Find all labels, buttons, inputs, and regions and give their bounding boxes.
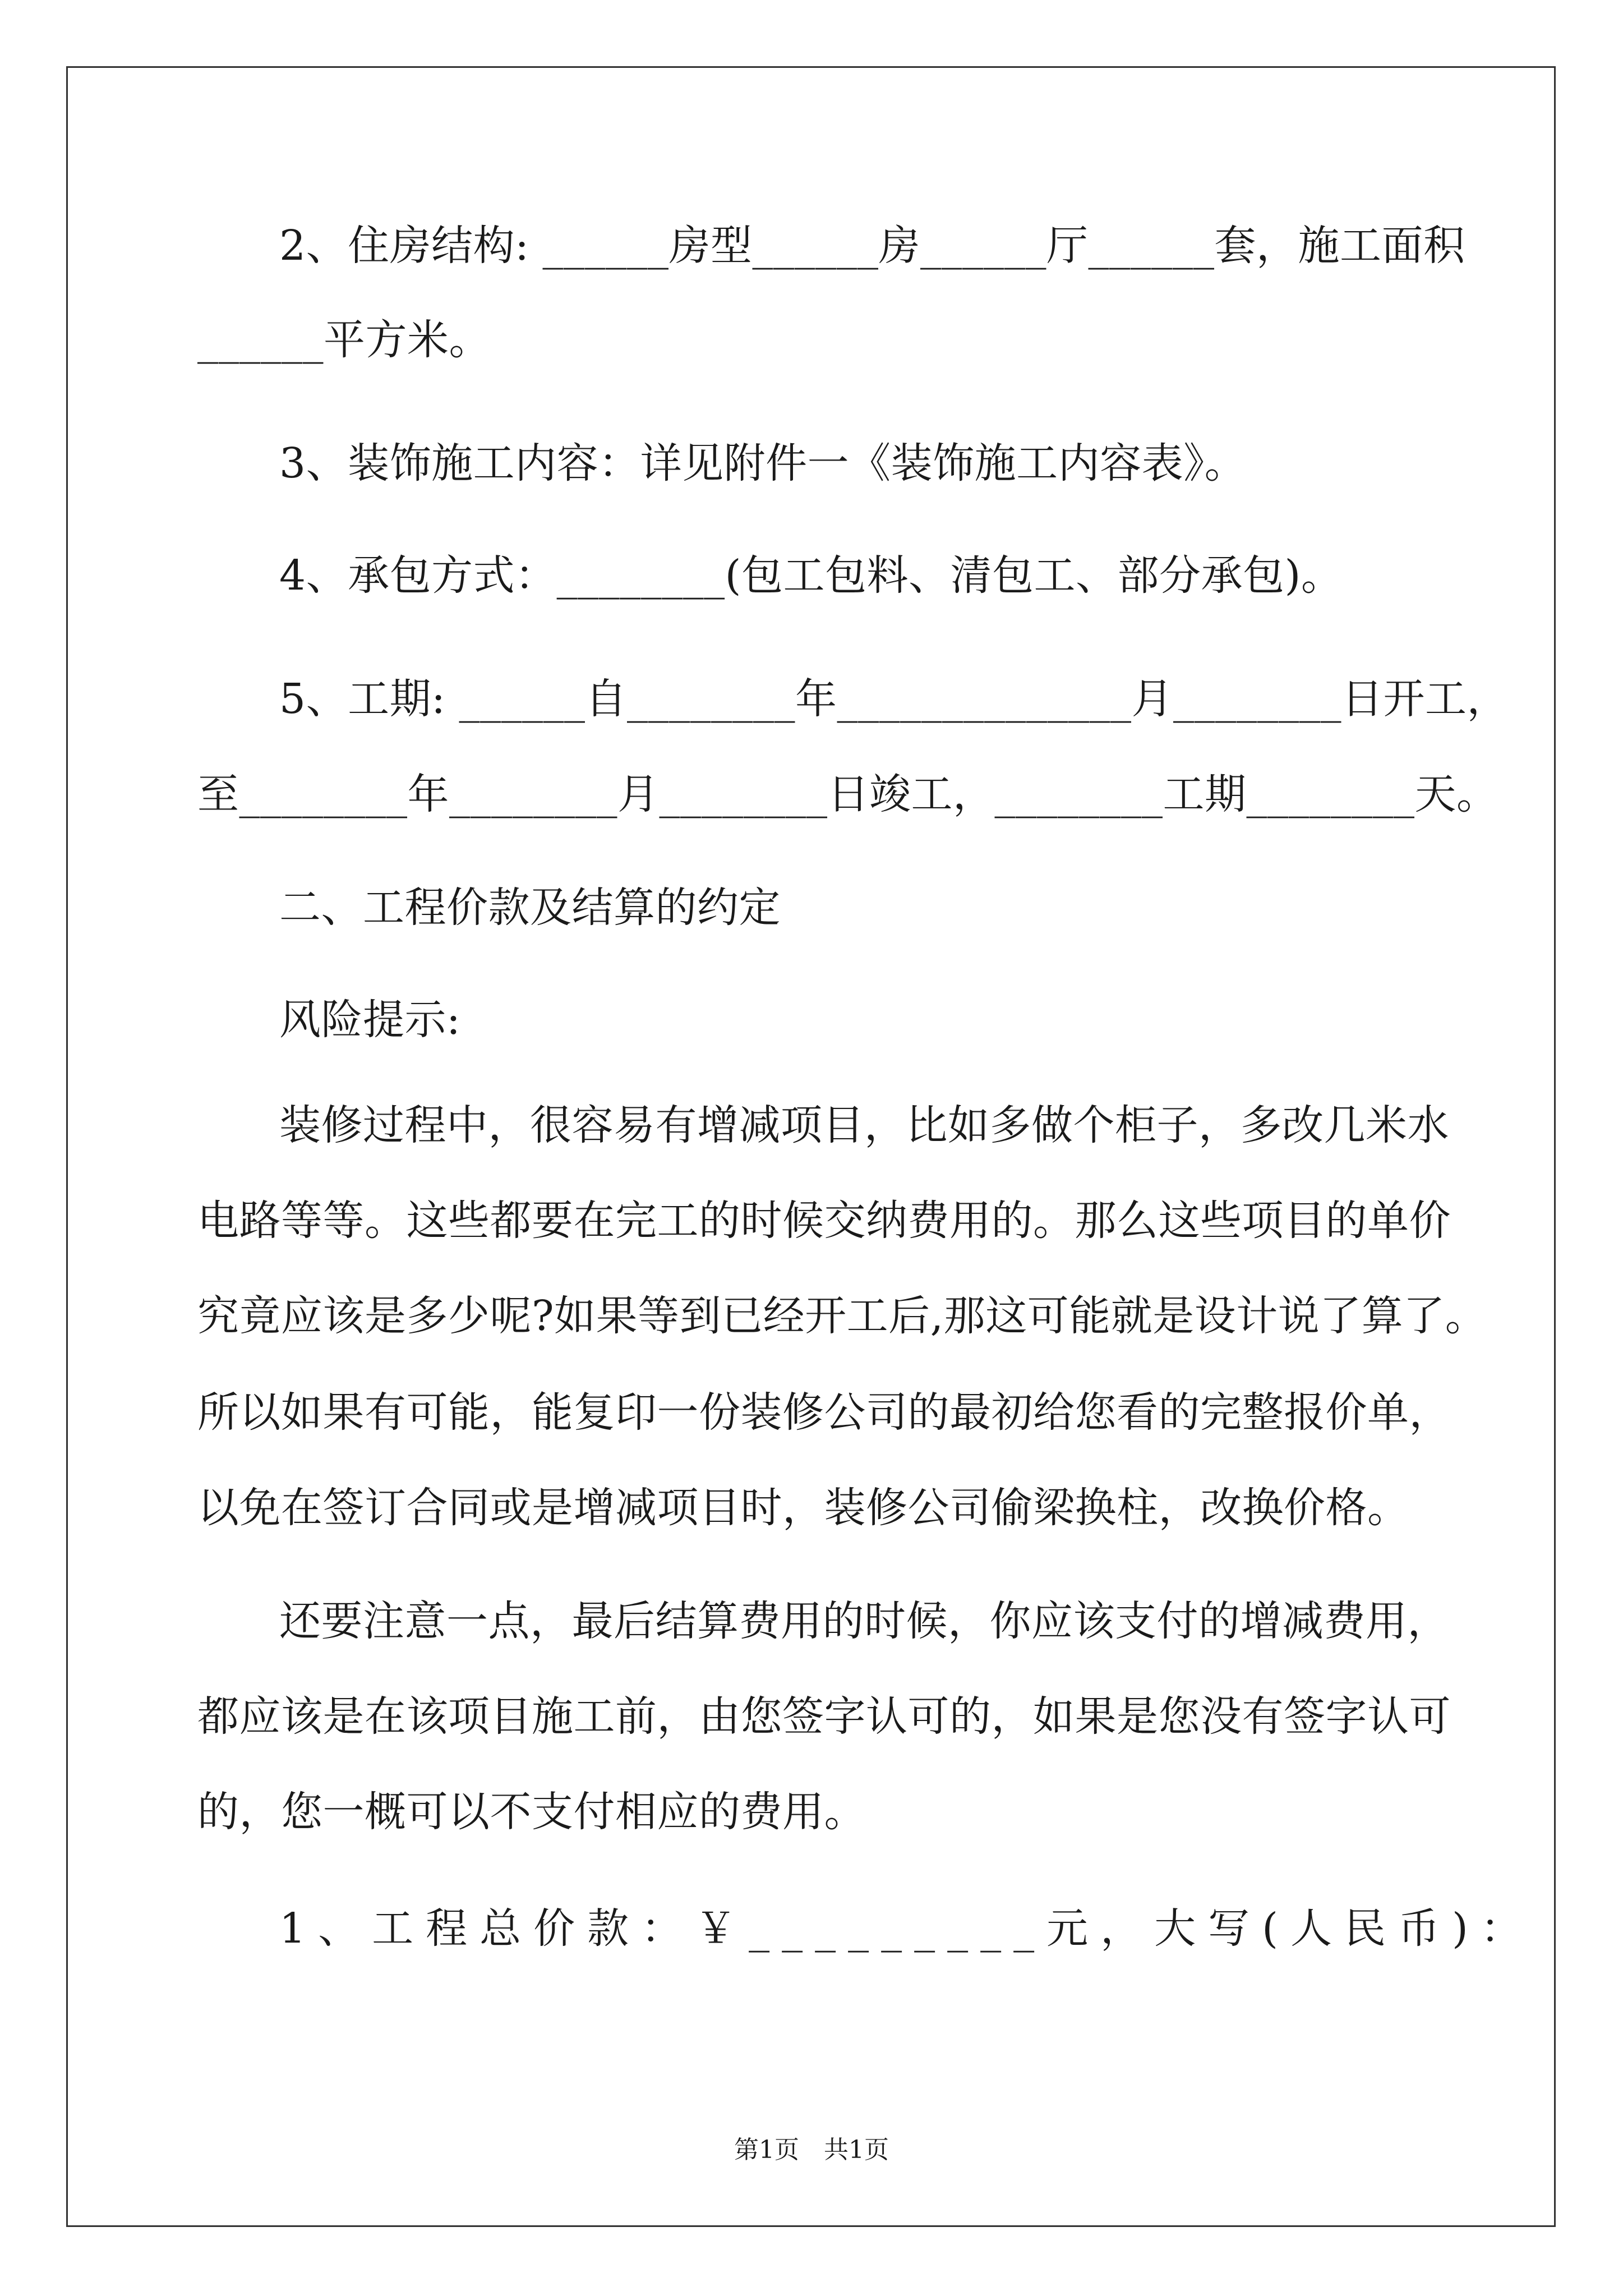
paragraph-line: 究竟应该是多少呢?如果等到已经开工后,那这可能就是设计说了算了。 bbox=[197, 1292, 1487, 1340]
page-number: 第1页 共1页 bbox=[734, 2136, 889, 2164]
section-heading-price-settlement: 二、工程价款及结算的约定 bbox=[279, 884, 781, 932]
clause-construction-period-cont: 至________年________月________日竣工，________工期________天。 bbox=[197, 770, 1498, 818]
risk-notice-heading: 风险提示: bbox=[279, 996, 461, 1044]
clause-housing-structure-cont: ______平方米。 bbox=[197, 316, 491, 364]
paragraph-line: 所以如果有可能，能复印一份装修公司的最初给您看的完整报价单， bbox=[197, 1388, 1451, 1437]
paragraph-line: 电路等等。这些都要在完工的时候交纳费用的。那么这些项目的单价 bbox=[197, 1197, 1451, 1245]
paragraph-line: 都应该是在该项目施工前，由您签字认可的，如果是您没有签字认可 bbox=[197, 1692, 1451, 1741]
paragraph-line: 以免在签订合同或是增减项目时，装修公司偷梁换柱，改换价格。 bbox=[197, 1484, 1409, 1532]
clause-construction-period: 5、工期: ______自________年______________月________日开工， bbox=[279, 675, 1509, 723]
clause-total-price: 1、工程总价款：￥_________元，大写(人民币)： bbox=[279, 1904, 1534, 1953]
paragraph-line: 还要注意一点，最后结算费用的时候，你应该支付的增减费用， bbox=[279, 1597, 1449, 1645]
clause-decoration-content: 3、装饰施工内容：详见附件一《装饰施工内容表》。 bbox=[279, 439, 1247, 487]
clause-housing-structure: 2、住房结构: ______房型______房______厅______套，施工面积 bbox=[279, 222, 1465, 270]
clause-contract-mode: 4、承包方式：________(包工包料、清包工、部分承包)。 bbox=[279, 551, 1343, 600]
paragraph-line: 装修过程中，很容易有增减项目，比如多做个柜子，多改几米水 bbox=[279, 1101, 1449, 1149]
paragraph-line: 的，您一概可以不支付相应的费用。 bbox=[197, 1788, 866, 1836]
